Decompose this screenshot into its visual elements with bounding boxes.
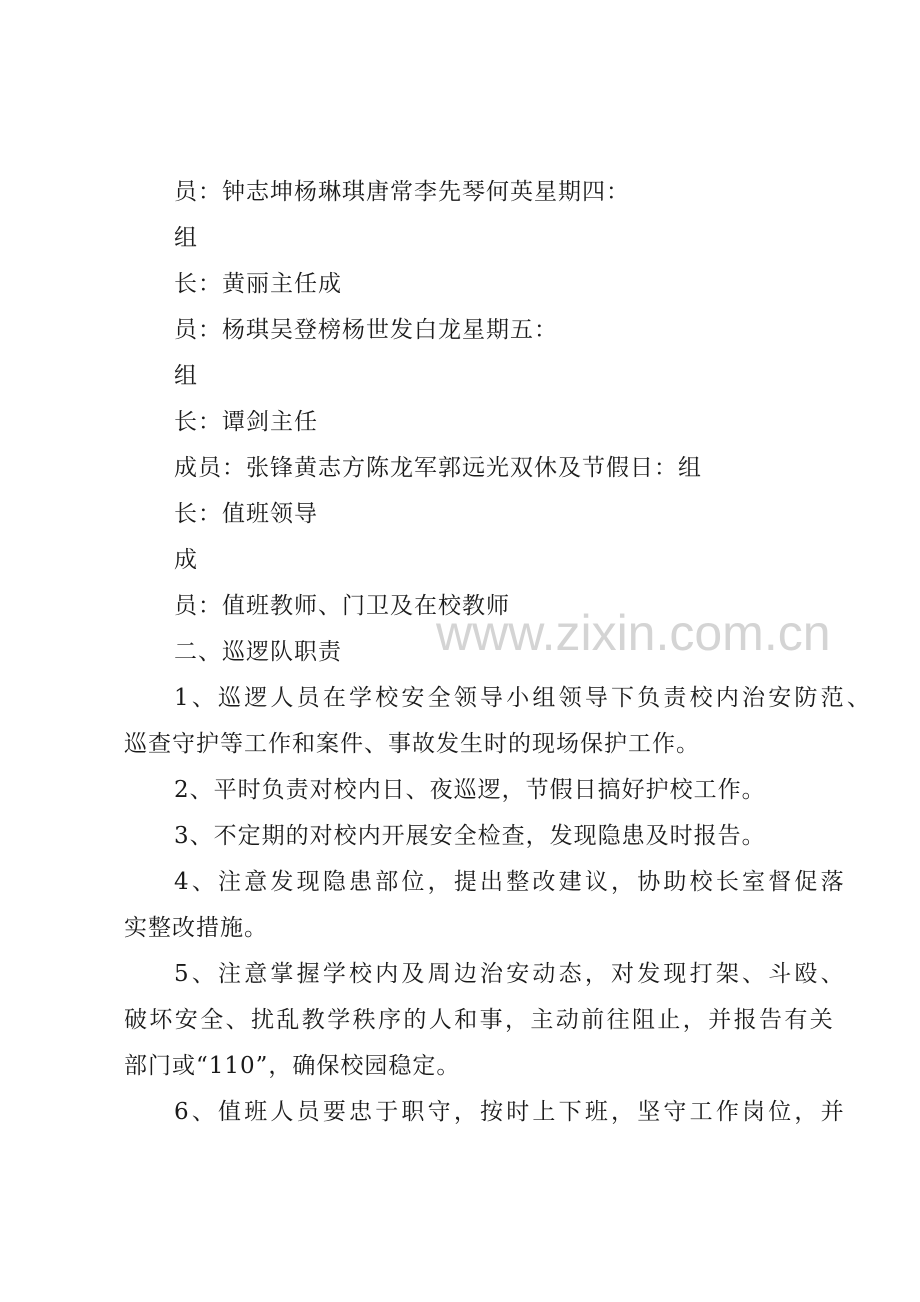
text-line: 1、巡逻人员在学校安全领导小组领导下负责校内治安防范、	[174, 685, 874, 711]
watermark: www.zixin.com.cn	[436, 605, 831, 661]
text-line: 5、注意掌握学校内及周边治安动态，对发现打架、斗殴、	[174, 961, 847, 987]
section-heading: 二、巡逻队职责	[174, 639, 342, 665]
text-line: 员：钟志坤杨琳琪唐常李先琴何英星期四：	[174, 179, 630, 205]
text-line: 长：谭剑主任	[174, 409, 318, 435]
text-line: 成	[174, 547, 198, 573]
text-line: 组	[174, 225, 198, 251]
text-line: 成员：张锋黄志方陈龙军郭远光双休及节假日：组	[174, 455, 702, 481]
text-line: 部门或“110”，确保校园稳定。	[124, 1053, 461, 1079]
text-line: 2、平时负责对校内日、夜巡逻，节假日搞好护校工作。	[174, 777, 766, 803]
text-line: 3、不定期的对校内开展安全检查，发现隐患及时报告。	[174, 823, 766, 849]
text-line: 员：杨琪吴登榜杨世发白龙星期五：	[174, 317, 558, 343]
text-line: 巡查守护等工作和案件、事故发生时的现场保护工作。	[124, 731, 700, 757]
text-line: 长：值班领导	[174, 501, 318, 527]
text-line: 员：值班教师、门卫及在校教师	[174, 593, 510, 619]
text-line: 破坏安全、扰乱教学秩序的人和事，主动前往阻止，并报告有关	[124, 1007, 836, 1033]
text-line: 长：黄丽主任成	[174, 271, 342, 297]
text-line: 实整改措施。	[124, 915, 268, 941]
text-line: 6、值班人员要忠于职守，按时上下班，坚守工作岗位，并	[174, 1099, 847, 1125]
text-line: 4、注意发现隐患部位，提出整改建议，协助校长室督促落	[174, 869, 847, 895]
text-line: 组	[174, 363, 198, 389]
